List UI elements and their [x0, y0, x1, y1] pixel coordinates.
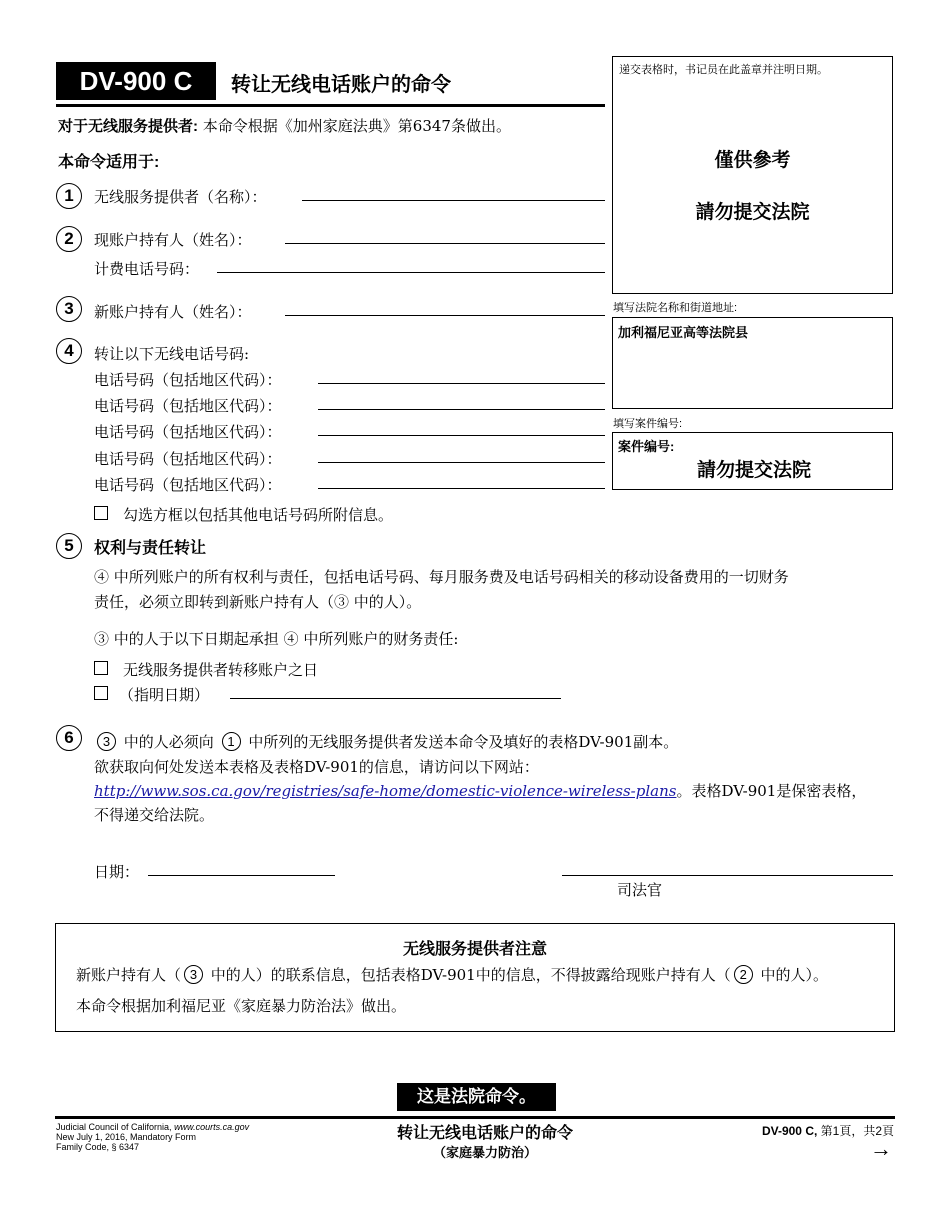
court-value: 加利福尼亚高等法院县: [618, 325, 749, 340]
item-4-label: 转让以下无线电话号码:: [94, 345, 250, 363]
item-6-line2: 欲获取向何处发送本表格及表格DV-901的信息，请访问以下网站：: [94, 758, 539, 776]
notice-line2: 本命令根据加利福尼亚《家庭暴力防治法》做出。: [76, 997, 407, 1015]
court-label: 填写法院名称和街道地址:: [613, 302, 738, 314]
phone-label-2: 电话号码（包括地区代码）：: [94, 397, 282, 415]
form-id-badge: [56, 62, 216, 100]
footer-left: Judicial Council of California, www.courts.ca.gov New July 1, 2016, Mandatory Form Family Code, § 6347: [56, 1122, 250, 1152]
phone-label-1: 电话号码（包括地区代码）：: [94, 371, 282, 389]
item-6-line1: 3 中的人必须向 1 中所列的无线服务提供者发送本命令及填好的表格DV-901副本。: [94, 731, 678, 752]
next-page-arrow-icon[interactable]: →: [870, 1136, 892, 1161]
date-field[interactable]: [148, 875, 335, 876]
case-label: 填写案件编号:: [613, 418, 683, 430]
item-1-number: 1: [56, 183, 82, 209]
date-label: 日期：: [94, 863, 140, 881]
applies-to-heading: 本命令适用于:: [58, 154, 160, 171]
item-5-para1-line1: ④ 中所列账户的所有权利与责任，包括电话号码、每月服务费及电话号码相关的移动设备费用的一切财务: [94, 568, 789, 586]
phone-label-5: 电话号码（包括地区代码）：: [94, 476, 282, 494]
transfer-date-provider-checkbox[interactable]: [94, 661, 108, 675]
court-order-banner: 这是法院命令。: [397, 1083, 556, 1111]
intro-text: 本命令根据《加州家庭法典》第6347条做出。: [198, 117, 511, 135]
clerk-ref-only: 僅供參考: [714, 150, 791, 171]
footer-rule: [55, 1116, 895, 1119]
phone-label-4: 电话号码（包括地区代码）：: [94, 450, 282, 468]
specified-date-checkbox[interactable]: [94, 686, 108, 700]
provider-name-field[interactable]: [302, 200, 605, 201]
form-title: 转让无线电话账户的命令: [231, 74, 451, 96]
item-6-line4: 不得递交给法院。: [94, 806, 215, 824]
intro-line: [58, 115, 511, 136]
ref-item-3: ③: [334, 593, 350, 611]
sos-website-link[interactable]: http://www.sos.ca.gov/registries/safe-home/domestic-violence-wireless-plans: [94, 782, 677, 800]
item-3-number: 3: [56, 296, 82, 322]
footer-center-title: 转让无线电话账户的命令: [396, 1125, 573, 1142]
additional-phones-label: 勾选方框以包括其他电话号码所附信息。: [123, 506, 394, 524]
billing-phone-label: 计费电话号码：: [94, 260, 200, 278]
phone-field-4[interactable]: [318, 462, 605, 463]
clerk-do-not-file: 請勿提交法院: [695, 202, 810, 223]
billing-phone-field[interactable]: [217, 272, 605, 273]
new-holder-name-field[interactable]: [285, 315, 605, 316]
clerk-stamp-box: [612, 56, 893, 294]
item-5-para2: ③ 中的人于以下日期起承担 ④ 中所列账户的财务责任:: [94, 630, 459, 648]
item-3-label: 新账户持有人（姓名）：: [94, 303, 252, 321]
current-holder-name-field[interactable]: [285, 243, 605, 244]
item-4-number: 4: [56, 338, 82, 364]
notice-line1: 新账户持有人（ 3 中的人）的联系信息，包括表格DV-901中的信息，不得披露给现账户持有人（ 2 中的人）。: [76, 966, 828, 984]
header-rule: [56, 104, 605, 107]
item-5-title: 权利与责任转让: [94, 540, 207, 557]
judge-label: 司法官: [617, 881, 663, 899]
phone-field-1[interactable]: [318, 383, 605, 384]
specified-date-field[interactable]: [230, 698, 561, 699]
ref-item-3-circle: 3: [97, 732, 116, 751]
intro-prefix: 对于无线服务提供者:: [58, 118, 198, 135]
item-5-number: 5: [56, 533, 82, 559]
case-box: [612, 432, 893, 490]
footer-center-subtitle: （家庭暴力防治）: [432, 1145, 537, 1160]
specified-date-label: （指明日期）: [119, 686, 210, 704]
item-1-label: 无线服务提供者（名称）：: [94, 188, 267, 206]
footer-form-id: DV-900 C,: [761, 1124, 818, 1138]
clerk-note: 递交表格时，书记员在此盖章并注明日期。: [619, 64, 828, 76]
court-box: [612, 317, 893, 409]
phone-field-3[interactable]: [318, 435, 605, 436]
item-6-line3: http://www.sos.ca.gov/registries/safe-home/domestic-violence-wireless-plans。表格DV-901是保密表格，: [94, 782, 867, 800]
case-number-label: 案件编号:: [618, 439, 675, 454]
notice-box: [55, 923, 895, 1032]
phone-field-2[interactable]: [318, 409, 605, 410]
ref-item-1-circle: 1: [222, 732, 241, 751]
item-2-number: 2: [56, 226, 82, 252]
item-5-para1-line2: 责任，必须立即转到新账户持有人（③ 中的人）。: [94, 593, 422, 611]
item-2-label: 现账户持有人（姓名）：: [94, 231, 252, 249]
item-6-number: 6: [56, 725, 82, 751]
transfer-date-provider-label: 无线服务提供者转移账户之日: [123, 661, 319, 679]
phone-label-3: 电话号码（包括地区代码）：: [94, 423, 282, 441]
courts-website: www.courts.ca.gov: [174, 1122, 250, 1132]
additional-phones-checkbox[interactable]: [94, 506, 108, 520]
case-number-value: 請勿提交法院: [697, 460, 812, 481]
judge-signature-field[interactable]: [562, 875, 893, 876]
phone-field-5[interactable]: [318, 488, 605, 489]
form-id: DV-900 C: [79, 66, 193, 96]
footer-page-number: 第1頁，共2頁: [817, 1124, 894, 1138]
ref-item-4: ④: [94, 568, 110, 586]
notice-title: 无线服务提供者注意: [402, 941, 547, 958]
